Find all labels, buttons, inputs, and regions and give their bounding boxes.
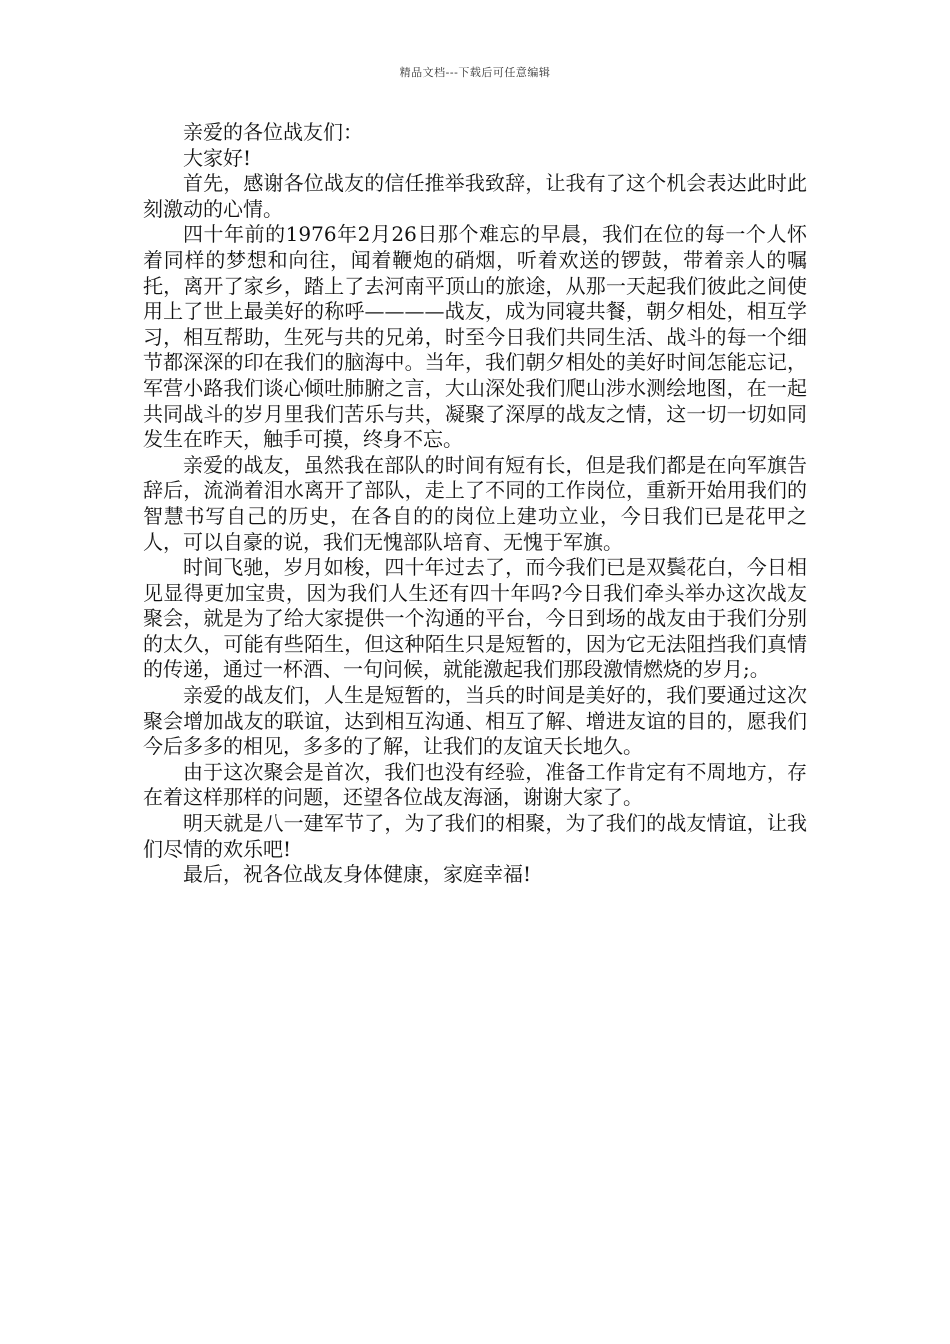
paragraph-career: 亲爱的战友，虽然我在部队的时间有短有长，但是我们都是在向军旗告辞后，流淌着泪水离开了部队，走上了不同的工作岗位，重新开始用我们的智慧书写自己的历史，在各自的的岗位上建功立业，今日我们已是花甲之人，可以自豪的说，我们无愧部队培育、无愧于军旗。 (143, 452, 807, 554)
paragraph-reunion: 时间飞驰，岁月如梭，四十年过去了，而今我们已是双鬓花白，今日相见显得更加宝贵，因为我们人生还有四十年吗?今日我们牵头举办这次战友聚会，就是为了给大家提供一个沟通的平台，今日到场的战友由于我们分别的太久，可能有些陌生，但这种陌生只是短暂的，因为它无法阻挡我们真情的传递，通过一杯酒、一句问候，就能激起我们那段激情燃烧的岁月;。 (143, 555, 807, 682)
paragraph-memories: 四十年前的1976年2月26日那个难忘的早晨，我们在位的每一个人怀着同样的梦想和向往，闻着鞭炮的硝烟，听着欢送的锣鼓，带着亲人的嘱托，离开了家乡，踏上了去河南平顶山的旅途，从那一天起我们彼此之间使用上了世上最美好的称呼————战友，成为同寝共餐，朝夕相处，相互学习，相互帮助，生死与共的兄弟，时至今日我们共同生活、战斗的每一个细节都深深的印在我们的脑海中。当年，我们朝夕相处的美好时间怎能忘记，军营小路我们谈心倾吐肺腑之言，大山深处我们爬山涉水测绘地图，在一起共同战斗的岁月里我们苦乐与共，凝聚了深厚的战友之情，这一切一切如同发生在昨天，触手可摸，终身不忘。 (143, 222, 807, 452)
salutation: 亲爱的各位战友们： (183, 120, 363, 144)
closing-wishes: 最后，祝各位战友身体健康，家庭幸福! (183, 862, 532, 887)
greeting: 大家好! (183, 145, 252, 170)
document-body (143, 120, 807, 888)
page-header: 精品文档---下载后可任意编辑 (399, 66, 551, 79)
paragraph-army-day: 明天就是八一建军节了，为了我们的相聚，为了我们的战友情谊，让我们尽情的欢乐吧! (143, 811, 807, 861)
paragraph-friendship: 亲爱的战友们，人生是短暂的，当兵的时间是美好的，我们要通过这次聚会增加战友的联谊，达到相互沟通、相互了解、增进友谊的目的，愿我们今后多多的相见，多多的了解，让我们的友谊天长地久。 (143, 683, 807, 759)
paragraph-intro: 首先，感谢各位战友的信任推举我致辞，让我有了这个机会表达此时此刻激动的心情。 (143, 171, 807, 221)
paragraph-apology: 由于这次聚会是首次，我们也没有经验，准备工作肯定有不周地方，存在着这样那样的问题，还望各位战友海涵，谢谢大家了。 (143, 759, 807, 810)
